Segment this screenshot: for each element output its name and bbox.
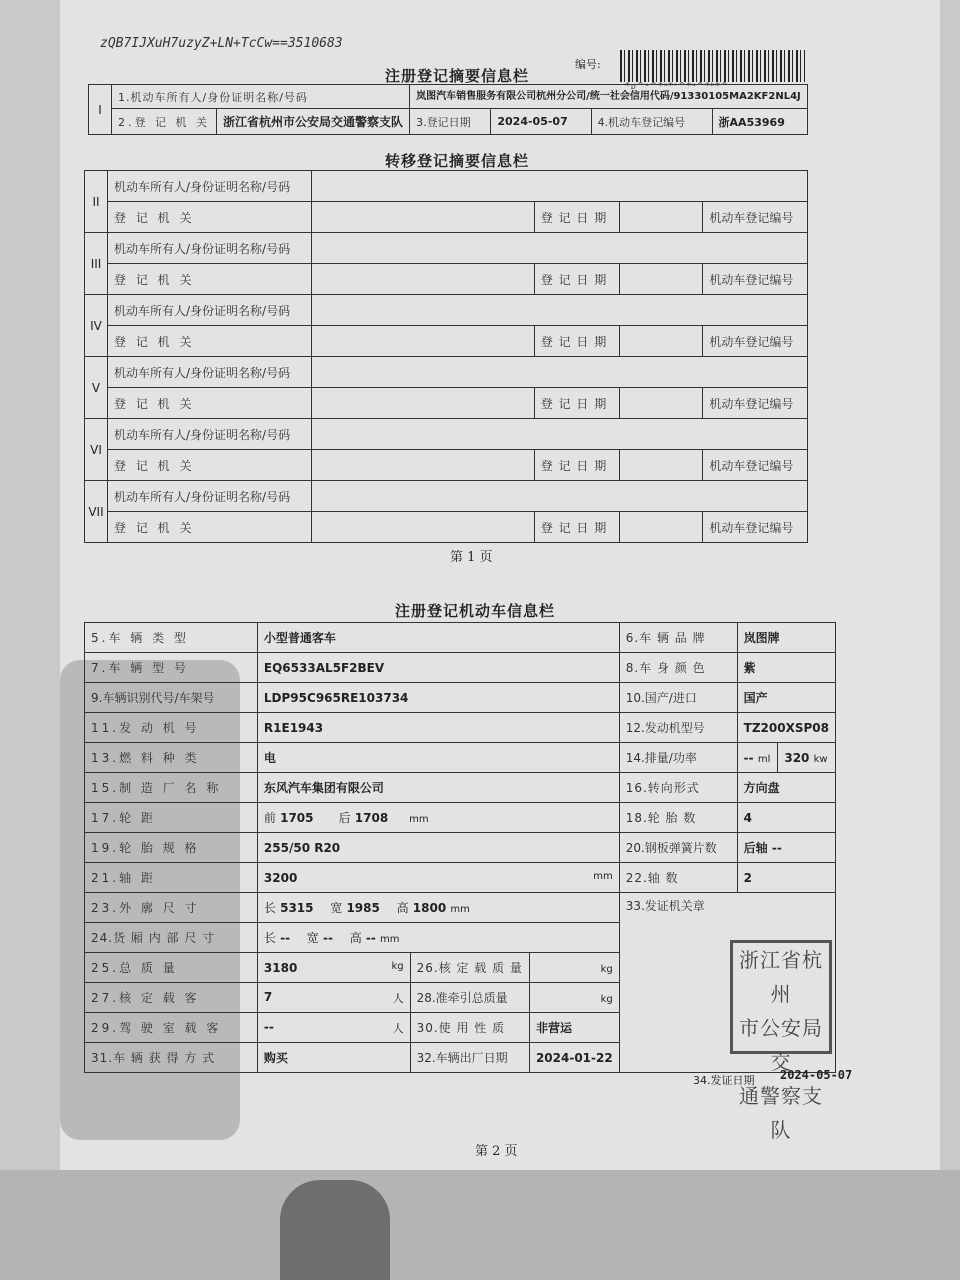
barcode-number: *ᴅ^ᵃ^*ᵘ*ᶜ^*ᵃ^*ᵇ*^ [625,82,730,92]
row-numeral: III [85,233,108,295]
field-label: 33.发证机关章 [625,899,705,913]
reg-date-label: 3.登记日期 [410,109,491,135]
field-label: 11.发 动 机 号 [85,713,258,743]
row-numeral: IV [85,295,108,357]
cab-seats-value: -- 人 [257,1013,410,1043]
reg-date-label: 登 记 日 期 [534,326,620,357]
reg-number-label: 机动车登记编号 [703,264,808,295]
owner-label: 机动车所有人/身份证明名称/号码 [108,171,312,202]
authority-label: 登 记 机 关 [108,326,312,357]
origin-value: 国产 [737,683,835,713]
field-label: 9.车辆识别代号/车架号 [85,683,258,713]
field-label: 12.发动机型号 [619,713,737,743]
page-number-2: 第 2 页 [475,1144,518,1159]
cargo-dimensions-value: 长 -- 宽 -- 高 -- mm [257,923,619,953]
steering-value: 方向盘 [737,773,835,803]
rated-load-value: kg [529,953,619,983]
owner-value [311,481,807,512]
reg-date-label: 登 记 日 期 [534,264,620,295]
field-label: 16.转向形式 [619,773,737,803]
reg-number-value: 浙AA53969 [712,109,807,135]
field-label: 18.轮 胎 数 [619,803,737,833]
owner-label: 1.机动车所有人/身份证明名称/号码 [112,85,410,109]
field-label: 32.车辆出厂日期 [410,1043,529,1073]
field-label: 21.轴 距 [85,863,258,893]
reg-date-value [620,388,703,419]
reg-date-value [620,202,703,233]
authority-value [311,202,534,233]
field-label: 8.车 身 颜 色 [619,653,737,683]
field-label: 20.钢板弹簧片数 [619,833,737,863]
issue-date-label: 34.发证日期 [693,1074,755,1087]
brand-value: 岚图牌 [737,623,835,653]
authority-value [311,388,534,419]
owner-label: 机动车所有人/身份证明名称/号码 [108,419,312,450]
page-number-1: 第 1 页 [450,550,493,565]
vehicle-type-value: 小型普通客车 [257,623,619,653]
model-value: EQ6533AL5F2BEV [257,653,619,683]
field-label: 24.货 厢 内 部 尺 寸 [85,923,258,953]
field-label: 6.车 辆 品 牌 [619,623,737,653]
owner-value [311,295,807,326]
power-value: 320 kw [778,743,836,773]
section3-title: 注册登记机动车信息栏 [395,602,556,620]
tire-count-value: 4 [737,803,835,833]
color-value: 紫 [737,653,835,683]
authority-value [311,450,534,481]
axle-count-value: 2 [737,863,835,893]
fuel-type-value: 电 [257,743,619,773]
field-label: 10.国产/进口 [619,683,737,713]
reg-number-label: 机动车登记编号 [703,512,808,543]
vin-value: LDP95C965RE103734 [257,683,619,713]
total-mass-value: 3180 kg [257,953,410,983]
seats-value: 7 人 [257,983,410,1013]
owner-label: 机动车所有人/身份证明名称/号码 [108,295,312,326]
reg-number-label: 机动车登记编号 [703,326,808,357]
tow-mass-value: kg [529,983,619,1013]
reg-date-value: 2024-05-07 [491,109,591,135]
authority-value [311,326,534,357]
finger-shadow [280,1180,390,1280]
field-label: 29.驾 驶 室 载 客 [85,1013,258,1043]
reg-date-label: 登 记 日 期 [534,450,620,481]
authority-label: 登 记 机 关 [108,202,312,233]
track-value: 前 1705 后 1708 mm [257,803,619,833]
owner-value [311,171,807,202]
field-label: 26.核 定 载 质 量 [410,953,529,983]
serial-label: 编号: [575,58,601,71]
section2-title: 转移登记摘要信息栏 [385,152,530,170]
owner-value [311,233,807,264]
row-numeral: VI [85,419,108,481]
reg-date-value [620,264,703,295]
engine-number-value: R1E1943 [257,713,619,743]
reg-number-label: 4.机动车登记编号 [591,109,712,135]
official-seal: 浙江省杭州 市公安局交 通警察支队 [730,940,832,1054]
authority-label: 2.登 记 机 关 [112,109,217,135]
authority-label: 登 记 机 关 [108,512,312,543]
reg-date-label: 登 记 日 期 [534,202,620,233]
field-label: 28.准牵引总质量 [410,983,529,1013]
authority-value: 浙江省杭州市公安局交通警察支队 [217,109,410,135]
reg-date-value [620,326,703,357]
displacement-value: -- ml [737,743,778,773]
row-numeral: V [85,357,108,419]
reg-number-label: 机动车登记编号 [703,388,808,419]
field-label: 13.燃 料 种 类 [85,743,258,773]
acquisition-value: 购买 [257,1043,410,1073]
registration-summary-table [88,84,808,135]
field-label: 19.轮 胎 规 格 [85,833,258,863]
reg-number-label: 机动车登记编号 [703,202,808,233]
row-numeral: I [89,85,112,135]
field-label: 15.制 造 厂 名 称 [85,773,258,803]
background-surface [0,1170,960,1280]
field-label: 27.核 定 载 客 [85,983,258,1013]
authority-label: 登 记 机 关 [108,264,312,295]
manufacturer-value: 东风汽车集团有限公司 [257,773,619,803]
leaf-spring-value: 后轴 -- [737,833,835,863]
field-label: 7.车 辆 型 号 [85,653,258,683]
field-label: 5.车 辆 类 型 [85,623,258,653]
barcode [620,50,805,82]
usage-value: 非营运 [529,1013,619,1043]
field-label: 22.轴 数 [619,863,737,893]
reg-date-value [620,450,703,481]
factory-date-value: 2024-01-22 [529,1043,619,1073]
field-label: 17.轮 距 [85,803,258,833]
issue-date-value: 2024-05-07 [780,1068,853,1082]
authority-label: 登 记 机 关 [108,450,312,481]
field-label: 30.使 用 性 质 [410,1013,529,1043]
owner-value [311,419,807,450]
reg-date-value [620,512,703,543]
section1-title: 注册登记摘要信息栏 [385,67,530,85]
reg-date-label: 登 记 日 期 [534,512,620,543]
owner-value: 岚图汽车销售服务有限公司杭州分公司/统一社会信用代码/91330105MA2KF2NL4J [410,85,808,109]
engine-model-value: TZ200XSP08 [737,713,835,743]
authority-value [311,264,534,295]
transfer-summary-table [84,170,808,543]
field-label: 23.外 廓 尺 寸 [85,893,258,923]
authority-value [311,512,534,543]
row-numeral: II [85,171,108,233]
document-code: zQB7IJXuH7uzyZ+LN+TcCw==3510683 [100,36,343,51]
wheelbase-value: 3200 mm [257,863,619,893]
dimensions-value: 长 5315 宽 1985 高 1800 mm [257,893,619,923]
authority-label: 登 记 机 关 [108,388,312,419]
field-label: 25.总 质 量 [85,953,258,983]
vehicle-info-table [84,622,836,1073]
field-label: 31.车 辆 获 得 方 式 [85,1043,258,1073]
tire-spec-value: 255/50 R20 [257,833,619,863]
reg-number-label: 机动车登记编号 [703,450,808,481]
owner-label: 机动车所有人/身份证明名称/号码 [108,233,312,264]
owner-value [311,357,807,388]
owner-label: 机动车所有人/身份证明名称/号码 [108,481,312,512]
row-numeral: VII [85,481,108,543]
reg-date-label: 登 记 日 期 [534,388,620,419]
field-label: 14.排量/功率 [619,743,737,773]
owner-label: 机动车所有人/身份证明名称/号码 [108,357,312,388]
